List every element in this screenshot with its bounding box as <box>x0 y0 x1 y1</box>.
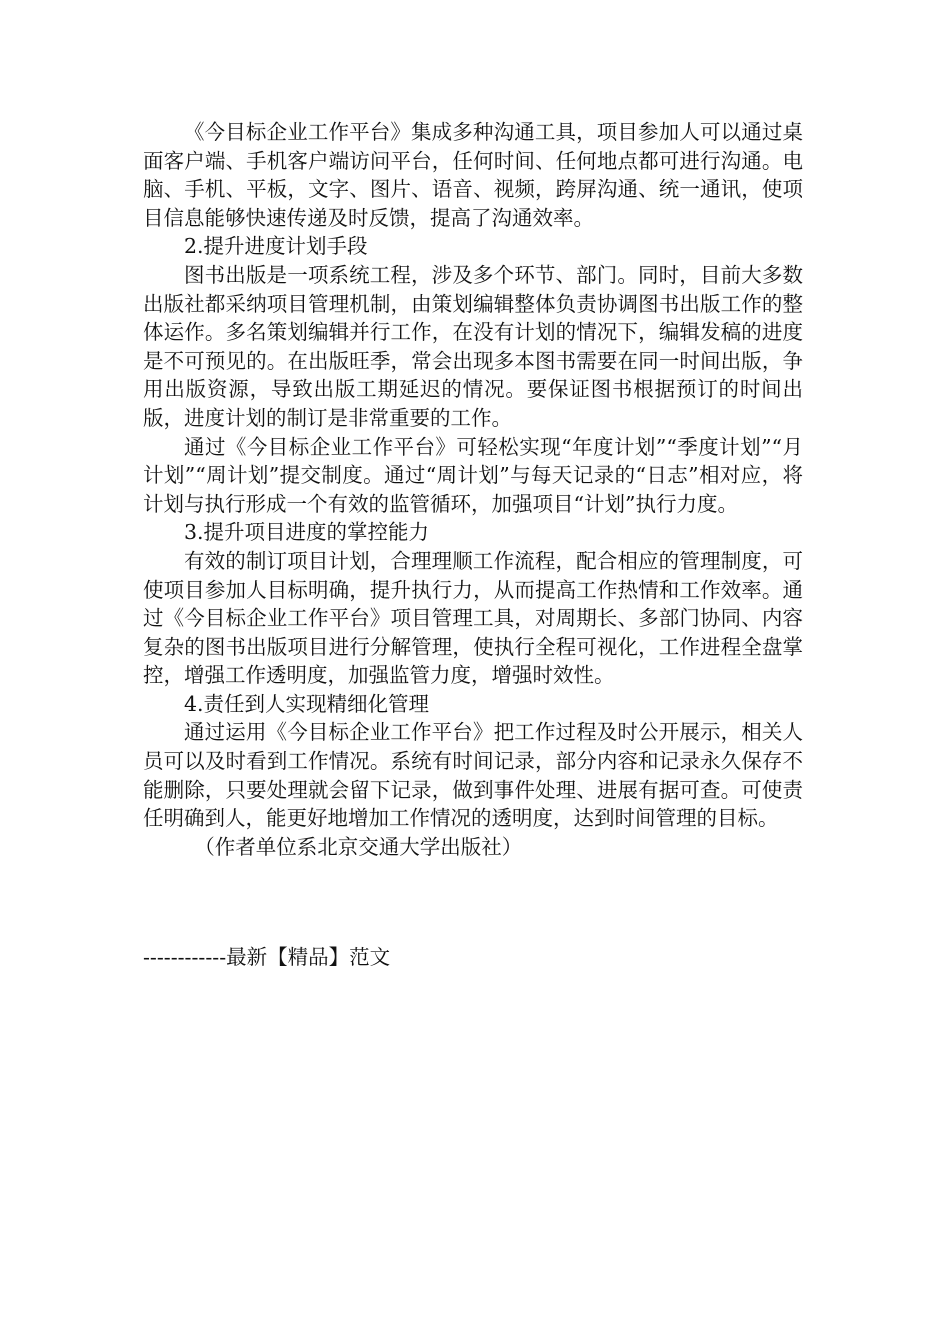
section-heading-responsibility: 4.责任到人实现精细化管理 <box>184 691 430 716</box>
paragraph-project-planning: 有效的制订项目计划，合理理顺工作流程，配合相应的管理制度，可使项目参加人目标明确，提升执行力，从而提高工作热情和工作效率。通过《今目标企业工作平台》项目管理工具，对周期长、多部门协同、内容复杂的图书出版项目进行分解管理，使执行全程可视化，工作进程全盘掌控，增强工作透明度，加强监管力度，增强时效性。 <box>143 548 803 688</box>
footer-banner: ------------最新【精品】范文 <box>143 945 391 969</box>
section-heading-progress-control: 3.提升项目进度的掌控能力 <box>184 520 430 545</box>
paragraph-book-publishing: 图书出版是一项系统工程，涉及多个环节、部门。同时，目前大多数出版社都采纳项目管理机制，由策划编辑整体负责协调图书出版工作的整体运作。多名策划编辑并行工作，在没有计划的情况下，编辑发稿的进度是不可预见的。在出版旺季，常会出现多本图书需要在同一时间出版，争用出版资源，导致出版工期延迟的情况。要保证图书根据预订的时间出版，进度计划的制订是非常重要的工作。 <box>143 262 803 430</box>
paragraph-communication-tools: 《今目标企业工作平台》集成多种沟通工具，项目参加人可以通过桌面客户端、手机客户端访问平台，任何时间、任何地点都可进行沟通。电脑、手机、平板，文字、图片、语音、视频，跨屏沟通、统一通讯，使项目信息能够快速传递及时反馈，提高了沟通效率。 <box>143 120 803 230</box>
section-heading-progress-planning: 2.提升进度计划手段 <box>184 234 368 259</box>
author-affiliation: （作者单位系北京交通大学出版社） <box>194 834 523 859</box>
paragraph-plan-system: 通过《今目标企业工作平台》可轻松实现“年度计划”“季度计划”“月计划”“周计划”提交制度。通过“周计划”与每天记录的“日志”相对应，将计划与执行形成一个有效的监管循环，加强项目“计划”执行力度。 <box>143 434 803 516</box>
paragraph-transparency: 通过运用《今目标企业工作平台》把工作过程及时公开展示，相关人员可以及时看到工作情况。系统有时间记录，部分内容和记录永久保存不能删除，只要处理就会留下记录，做到事件处理、进展有据可查。可使责任明确到人，能更好地增加工作情况的透明度，达到时间管理的目标。 <box>143 720 803 831</box>
article-body <box>143 118 803 861</box>
